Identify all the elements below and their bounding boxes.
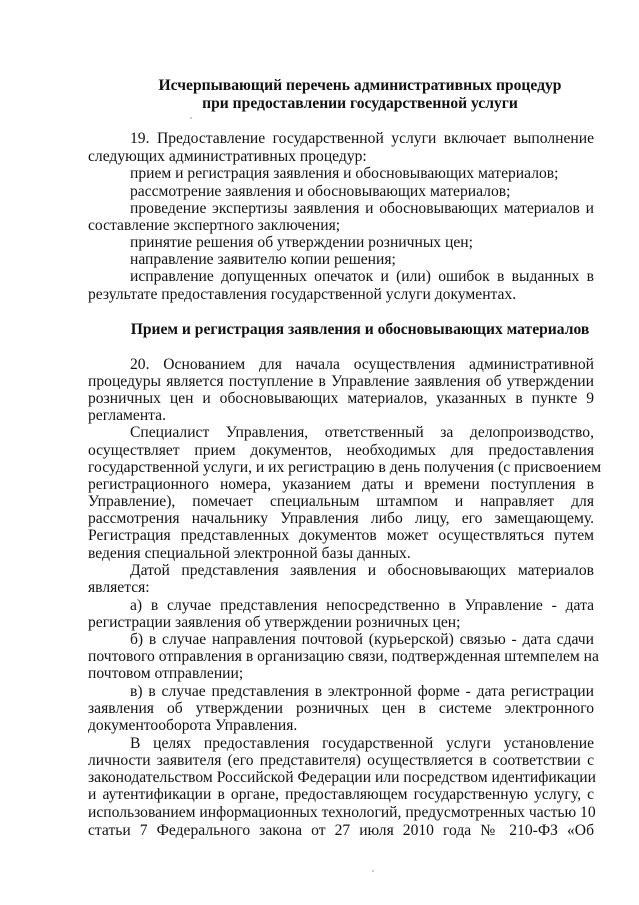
specialist-paragraph-line: осуществляет прием документов, необходимых для предоставления — [88, 442, 594, 459]
specialist-paragraph-line: рассмотрения начальнику Управления либо лицу, его замещающему. — [88, 510, 594, 527]
procedure-item: прием и регистрация заявления и обосновывающих материалов; — [130, 165, 559, 182]
case-v-line: документооборота Управления. — [88, 717, 298, 734]
specialist-paragraph-line: ведения специальной электронной базы данных. — [88, 545, 411, 562]
paragraph-20-line: процедуры является поступление в Управление заявления об утверждении — [88, 373, 594, 390]
paragraph-20-line: регламента. — [88, 407, 166, 424]
identification-paragraph-line: В целях предоставления государственной услуги установление — [130, 735, 594, 752]
paragraph-20-line: 20. Основанием для начала осуществления административной — [130, 356, 594, 373]
section-heading-line-1: Исчерпывающий перечень административных процедур — [158, 77, 562, 94]
case-b-line: б) в случае направления почтовой (курьерской) связью - дата сдачи — [130, 631, 594, 648]
section-heading-line-2: при предоставлении государственной услуги — [202, 95, 518, 112]
section-heading: Прием и регистрация заявления и обосновывающих материалов — [130, 321, 590, 338]
procedure-item: направление заявителю копии решения; — [130, 251, 396, 268]
scan-speck — [190, 117, 192, 119]
case-v-line: в) в случае представления в электронной форме - дата регистрации — [130, 683, 594, 700]
paragraph-20-line: розничных цен и обосновывающих материалов, указанных в пункте 9 — [88, 390, 594, 407]
submission-date-line: Датой представления заявления и обосновывающих материалов — [130, 562, 594, 579]
identification-paragraph-line: использованием информационных технологий, предусмотренных частью 10 — [88, 804, 596, 821]
specialist-paragraph-line: государственной услуги, и их регистрацию в день получения (с присвоением — [88, 459, 602, 476]
case-b-line: почтового отправления в организацию связи, подтвержденная штемпелем на — [88, 648, 599, 665]
procedure-item: рассмотрение заявления и обосновывающих материалов; — [130, 183, 511, 200]
identification-paragraph-line: личности заявителя (его представителя) осуществляется в соответствии с — [88, 752, 594, 769]
procedure-item: исправление допущенных опечаток и (или) ошибок в выданных в — [130, 268, 594, 285]
procedure-item: составление экспертного заключения; — [88, 217, 341, 234]
submission-date-line: является: — [88, 579, 150, 596]
identification-paragraph-line: и аутентификации в органе, предоставляющем государственную услугу, с — [88, 786, 594, 803]
identification-paragraph-line: статьи 7 Федерального закона от 27 июля 2010 года № 210-ФЗ «Об — [88, 822, 594, 839]
identification-paragraph-line: законодательством Российской Федерации или посредством идентификации — [88, 769, 596, 786]
case-a-line: регистрации заявления об утверждении розничных цен; — [88, 614, 461, 631]
procedure-item: принятие решения об утверждении розничных цен; — [130, 234, 473, 251]
paragraph-19-line: следующих административных процедур: — [88, 148, 367, 165]
specialist-paragraph-line: Специалист Управления, ответственный за делопроизводство, — [130, 424, 594, 441]
case-b-line: почтовом отправлении; — [88, 665, 244, 682]
paragraph-19-line: 19. Предоставление государственной услуги включает выполнение — [130, 130, 594, 147]
case-v-line: заявления об утверждении розничных цен в системе электронного — [88, 700, 594, 717]
procedure-item: результате предоставления государственной услуги документах. — [88, 286, 517, 303]
scan-speck — [372, 870, 374, 872]
procedure-item: проведение экспертизы заявления и обосновывающих материалов и — [130, 200, 594, 217]
specialist-paragraph-line: Управление), помечает специальным штампом и направляет для — [88, 493, 594, 510]
specialist-paragraph-line: регистрационного номера, указанием даты и времени поступления в — [88, 476, 594, 493]
case-a-line: а) в случае представления непосредственно в Управление - дата — [130, 597, 594, 614]
specialist-paragraph-line: Регистрация представленных документов может осуществляться путем — [88, 527, 594, 544]
